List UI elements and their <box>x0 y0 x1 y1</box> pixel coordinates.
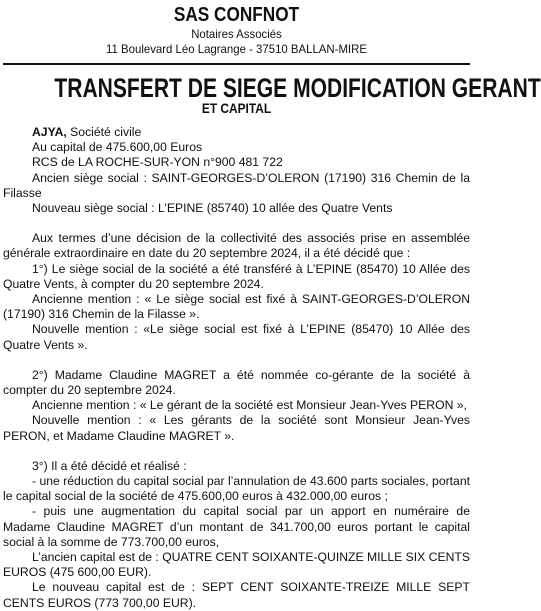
paragraph-2-new-mention: Nouvelle mention : « Les gérants de la société sont Monsieur Jean-Yves PERON, et Madame Claudine MAGRET ». <box>3 413 470 443</box>
paragraph-1-old-mention: Ancienne mention : « Le siège social est fixé à SAINT-GEORGES-D’OLERON (17190) 316 Chemin de la Filasse ». <box>3 292 470 322</box>
notice-body <box>3 125 470 611</box>
paragraph-intro: Aux termes d’une décision de la collectivité des associés prise en assemblée générale extraordinaire en date du 20 septembre 2024, il a été décidé que : <box>3 231 470 261</box>
paragraph-2: 2°) Madame Claudine MAGRET a été nommée co-gérante de la société à compter du 20 septembre 2024. <box>3 367 470 398</box>
paragraph-3-increase: - puis une augmentation du capital social par un apport en numéraire de Madame Claudine MAGRET d’un montant de 341.700,00 euros portant le capital social à la somme de 773.700,00 euros, <box>3 504 470 549</box>
spacer <box>3 353 470 368</box>
paragraph-1: 1°) Le siège social de la société a été transféré à L’EPINE (85470) 10 Allée des Quatre Vents, à compter du 20 septembre 2024. <box>3 261 470 291</box>
spacer <box>3 216 470 231</box>
company-name-line <box>3 125 470 140</box>
firm-address: 11 Boulevard Léo Lagrange - 37510 BALLAN-MIRE <box>106 42 367 56</box>
notice-subtitle: ET CAPITAL <box>201 100 272 116</box>
paragraph-3: 3°) Il a été décidé et réalisé : <box>32 458 187 473</box>
company-new-seat: Nouveau siège social : L’EPINE (85740) 10 allée des Quatre Vents <box>32 201 393 216</box>
firm-name: SAS CONFNOT <box>173 4 300 26</box>
paragraph-2-old-mention: Ancienne mention : « Le gérant de la société est Monsieur Jean-Yves PERON », <box>32 398 467 413</box>
header-divider <box>3 63 470 65</box>
company-rcs: RCS de LA ROCHE-SUR-YON n°900 481 722 <box>32 155 283 170</box>
paragraph-3-reduction: - une réduction du capital social par l’annulation de 43.600 parts sociales, portant le capital social de la société de 475.600,00 euros à 432.000,00 euros ; <box>3 474 470 504</box>
firm-subtitle: Notaires Associés <box>191 27 282 41</box>
paragraph-1-new-mention: Nouvelle mention : «Le siège social est fixé à L’EPINE (85470) 10 Allée des Quatre Vents ». <box>3 322 470 352</box>
spacer <box>3 444 470 459</box>
company-name: AJYA, <box>32 125 67 139</box>
paragraph-3-new-capital: Le nouveau capital est de : SEPT CENT SOIXANTE-TREIZE MILLE SEPT CENTS EUROS (773 700,00 EUR). <box>3 580 470 610</box>
paragraph-3-old-capital: L’ancien capital est de : QUATRE CENT SOIXANTE-QUINZE MILLE SIX CENTS EUROS (475 600,00 EUR). <box>3 550 470 580</box>
company-form: Société civile <box>66 125 142 139</box>
company-old-seat: Ancien siège social : SAINT-GEORGES-D’OLERON (17190) 316 Chemin de la Filasse <box>3 170 470 200</box>
notice-title: TRANSFERT DE SIEGE MODIFICATION GERANT <box>54 73 541 103</box>
company-capital: Au capital de 475.600,00 Euros <box>32 140 203 155</box>
